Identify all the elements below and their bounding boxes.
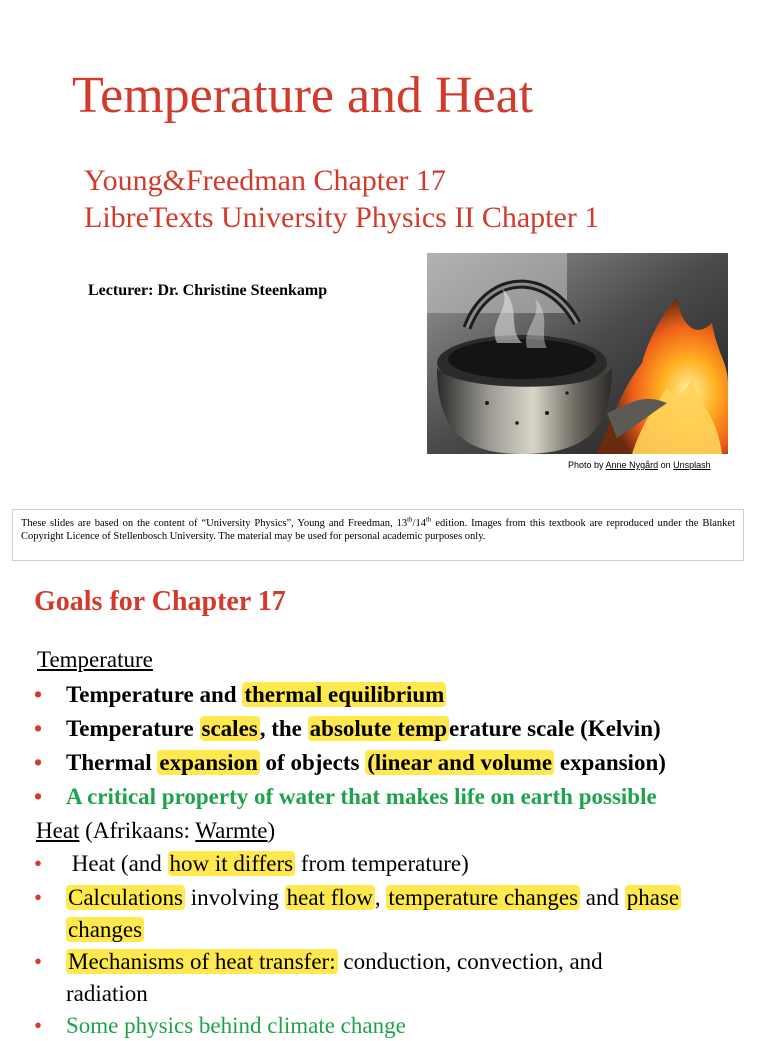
- highlighted-text: thermal equilibrium: [244, 682, 445, 707]
- heat-heading-text: ): [267, 818, 276, 843]
- subtitle-textbook: Young&Freedman Chapter 17: [84, 164, 446, 197]
- notice-sep: /14: [412, 518, 426, 529]
- kettle-on-fire-photo: [427, 253, 728, 454]
- goal-text: of objects: [259, 750, 366, 775]
- highlighted-text: (linear and volume: [367, 750, 553, 775]
- goal-text: , the: [259, 716, 308, 741]
- goal-text: expansion): [554, 750, 666, 775]
- goal-text: conduction, convection, and: [337, 949, 603, 974]
- lecturer-name: Lecturer: Dr. Christine Steenkamp: [88, 282, 328, 299]
- goal-text: from temperature): [295, 851, 469, 876]
- goal-text: radiation: [66, 981, 148, 1006]
- heat-section-heading: [36, 816, 275, 846]
- credit-author-link[interactable]: Anne Nygård: [605, 460, 659, 470]
- heat-heading-word: Heat: [36, 818, 80, 843]
- heat-heading-afrikaans: Warmte: [195, 818, 268, 843]
- highlighted-text: expansion: [159, 750, 258, 775]
- goal-item: [34, 1011, 406, 1041]
- goal-item: [34, 714, 661, 744]
- goal-item: [34, 947, 603, 977]
- bullet-icon: •: [34, 851, 43, 876]
- credit-site-link[interactable]: Unsplash: [673, 460, 711, 470]
- goal-text: erature scale (Kelvin): [449, 716, 661, 741]
- goal-text: Heat (and: [66, 851, 168, 876]
- goal-text: involving: [184, 885, 285, 910]
- notice-sup-1: th: [407, 515, 413, 524]
- highlighted-text: absolute temp: [309, 716, 448, 741]
- heat-heading-text: (Afrikaans:: [79, 818, 196, 843]
- goal-text: A critical property of water that makes life on earth possible: [66, 784, 657, 809]
- goal-item-continuation: [66, 979, 148, 1009]
- notice-sup-2: th: [425, 515, 432, 524]
- kettle-fire-image: [427, 253, 728, 454]
- highlighted-text: changes: [68, 917, 143, 942]
- highlighted-text: Mechanisms of heat transfer:: [68, 949, 336, 974]
- credit-mid: on: [660, 460, 671, 470]
- highlighted-text: how it differs: [169, 851, 294, 876]
- goal-text: Temperature and: [66, 682, 243, 707]
- notice-text-2: edition. Images from this textbook are reproduced under the Blanket Copyright Licence of Stellenbosch University. The material may be used for personal academic purposes only.: [21, 518, 735, 542]
- copyright-notice: [12, 509, 744, 561]
- highlighted-text: temperature changes: [388, 885, 579, 910]
- notice-text-1: These slides are based on the content of “University Physics”, Young and Freedman, 13: [21, 518, 408, 529]
- goal-text: ,: [374, 885, 387, 910]
- goal-item-continuation: [66, 915, 144, 945]
- bullet-icon: •: [34, 784, 43, 809]
- goal-item: [34, 680, 446, 710]
- temperature-section-heading: Temperature: [37, 647, 153, 672]
- highlighted-text: scales: [201, 716, 258, 741]
- goal-text: Some physics behind climate change: [66, 1013, 406, 1038]
- goal-item: [34, 748, 666, 778]
- bullet-icon: •: [34, 885, 43, 910]
- subtitle-libretexts: LibreTexts University Physics II Chapter 1: [84, 201, 600, 234]
- goal-text: and: [580, 885, 625, 910]
- slide-title: Temperature and Heat: [72, 67, 534, 124]
- goal-text: Thermal: [66, 750, 158, 775]
- bullet-icon: •: [34, 682, 43, 707]
- goal-item: [34, 849, 469, 879]
- goals-heading: Goals for Chapter 17: [34, 586, 286, 617]
- highlighted-text: phase: [626, 885, 680, 910]
- photo-credit: [568, 460, 711, 470]
- goal-item: [34, 782, 657, 812]
- goal-text: Temperature: [66, 716, 200, 741]
- credit-prefix: Photo by: [568, 460, 604, 470]
- highlighted-text: heat flow: [286, 885, 373, 910]
- bullet-icon: •: [34, 716, 43, 741]
- bullet-icon: •: [34, 949, 43, 974]
- highlighted-text: Calculations: [68, 885, 183, 910]
- bullet-icon: •: [34, 750, 43, 775]
- bullet-icon: •: [34, 1013, 43, 1038]
- goal-item: [34, 883, 681, 913]
